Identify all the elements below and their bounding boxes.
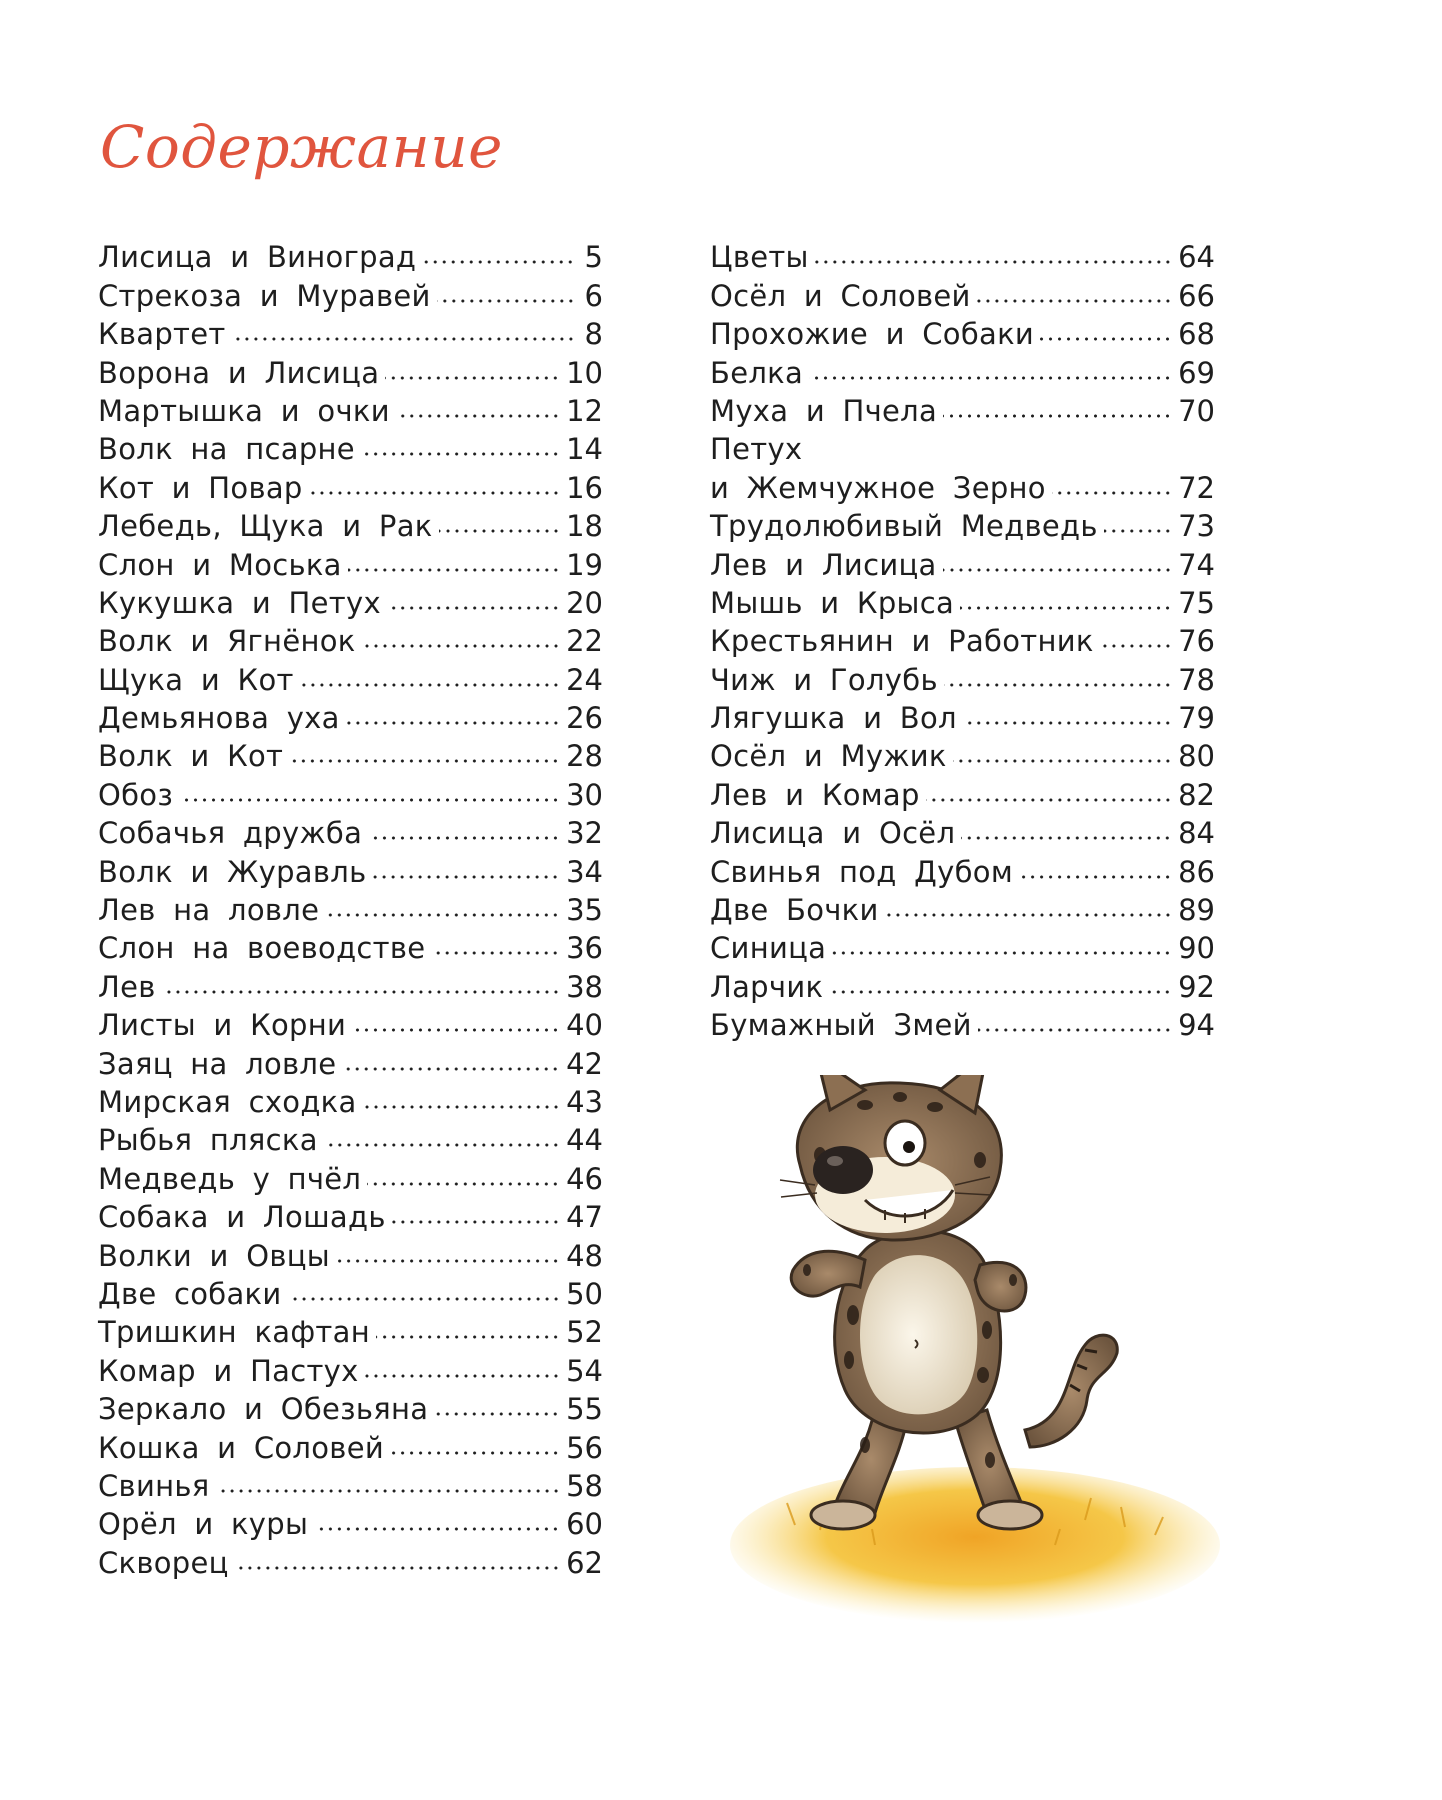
- toc-entry-title: Прохожие и Собаки: [710, 317, 1035, 352]
- toc-page-number: 28: [566, 739, 603, 774]
- toc-page-number: 42: [566, 1046, 603, 1081]
- toc-entry: [710, 699, 1215, 737]
- toc-page-number: 26: [566, 701, 603, 736]
- toc-entry: [98, 737, 603, 775]
- toc-entry: [98, 1121, 603, 1159]
- toc-dot-leader: [362, 641, 561, 651]
- toc-entry-title: Лягушка и Вол: [710, 701, 957, 736]
- toc-dot-leader: [336, 1256, 560, 1266]
- toc-entry: [710, 315, 1215, 353]
- toc-page-number: 43: [566, 1084, 603, 1119]
- grass-patch: [730, 1467, 1220, 1623]
- toc-entry: [98, 929, 603, 967]
- toc-page-number: 74: [1178, 547, 1215, 582]
- toc-entry: [98, 699, 603, 737]
- toc-entry: [98, 353, 603, 391]
- toc-entry-title: Лисица и Виноград: [98, 240, 417, 275]
- toc-entry-title: Тришкин кафтан: [98, 1315, 370, 1350]
- toc-column-left: [98, 238, 603, 1582]
- toc-entry: [710, 660, 1215, 698]
- toc-entry: [98, 891, 603, 929]
- toc-entry-title: Белка: [710, 355, 804, 390]
- toc-page-number: 24: [566, 662, 603, 697]
- toc-entry: [98, 468, 603, 506]
- toc-entry: [98, 852, 603, 890]
- toc-page-number: 86: [1178, 854, 1215, 889]
- toc-dot-leader: [235, 1563, 560, 1573]
- toc-dot-leader: [300, 680, 560, 690]
- toc-entry: [710, 238, 1215, 276]
- toc-entry-title: Зеркало и Обезьяна: [98, 1392, 429, 1427]
- toc-entry: [98, 1543, 603, 1581]
- toc-page-number: 34: [566, 854, 603, 889]
- toc-dot-leader: [352, 1025, 560, 1035]
- toc-page-number: 38: [566, 969, 603, 1004]
- toc-dot-leader: [367, 1179, 560, 1189]
- toc-page-number: 55: [566, 1392, 603, 1427]
- toc-entry: [98, 814, 603, 852]
- toc-page-number: 89: [1178, 893, 1215, 928]
- toc-entry: [710, 814, 1215, 852]
- toc-page-number: 46: [566, 1161, 603, 1196]
- toc-dot-leader: [829, 987, 1172, 997]
- toc-page-number: 80: [1178, 739, 1215, 774]
- toc-page-number: 62: [566, 1545, 603, 1580]
- toc-entry: [710, 929, 1215, 967]
- toc-dot-leader: [977, 296, 1172, 306]
- toc-dot-leader: [422, 257, 575, 267]
- toc-page-number: 32: [566, 816, 603, 851]
- toc-entry-title: Кошка и Соловей: [98, 1430, 384, 1465]
- toc-entry: [710, 545, 1215, 583]
- toc-dot-leader: [944, 680, 1172, 690]
- toc-page-number: 18: [566, 509, 603, 544]
- toc-entry: [98, 1351, 603, 1389]
- toc-entry-title: Свинья под Дубом: [710, 854, 1013, 889]
- toc-entry-title: Слон на воеводстве: [98, 931, 426, 966]
- cat-nose: [813, 1146, 873, 1194]
- toc-entry-title: Ворона и Лисица: [98, 355, 380, 390]
- toc-entry-title: Муха и Пчела: [710, 393, 938, 428]
- toc-entry: [710, 276, 1215, 314]
- toc-entry-title: Мартышка и очки: [98, 393, 390, 428]
- toc-entry-title: Цветы: [710, 240, 809, 275]
- toc-entry-title: Свинья: [98, 1468, 210, 1503]
- toc-entry-title: Орёл и куры: [98, 1507, 309, 1542]
- toc-dot-leader: [385, 373, 560, 383]
- toc-page-number: 19: [566, 547, 603, 582]
- toc-entry: [98, 1236, 603, 1274]
- toc-dot-leader: [288, 1294, 561, 1304]
- toc-page-number: 82: [1178, 777, 1215, 812]
- toc-page-number: 36: [566, 931, 603, 966]
- toc-page-number: 70: [1178, 393, 1215, 428]
- toc-page-number: 64: [1178, 240, 1215, 275]
- toc-entry: [710, 737, 1215, 775]
- toc-entry: [98, 1390, 603, 1428]
- toc-page-number: 54: [566, 1353, 603, 1388]
- toc-entry-title: Синица: [710, 931, 827, 966]
- toc-entry: [710, 584, 1215, 622]
- toc-entry-title: Трудолюбивый Медведь: [710, 509, 1098, 544]
- toc-page-number: 90: [1178, 931, 1215, 966]
- toc-dot-leader: [961, 833, 1172, 843]
- toc-dot-leader: [1019, 872, 1172, 882]
- toc-page-number: 12: [566, 393, 603, 428]
- toc-dot-leader: [162, 987, 560, 997]
- cartoon-cat-illustration: [725, 1075, 1225, 1635]
- toc-entry-title: Осёл и Мужик: [710, 739, 947, 774]
- toc-entry-title: Ларчик: [710, 969, 824, 1004]
- toc-entry-title: Волк и Кот: [98, 739, 284, 774]
- toc-entry: [710, 507, 1215, 545]
- toc-entry-row: [710, 468, 1215, 506]
- toc-entry: [98, 1505, 603, 1543]
- toc-entry-title: Обоз: [98, 777, 174, 812]
- toc-entry-title: Рыбья пляска: [98, 1123, 318, 1158]
- toc-entry-title: Скворец: [98, 1545, 229, 1580]
- toc-page-number: 47: [566, 1200, 603, 1235]
- toc-entry: [98, 276, 603, 314]
- toc-page-number: 76: [1178, 624, 1215, 659]
- toc-page-number: 69: [1178, 355, 1215, 390]
- toc-dot-leader: [943, 411, 1172, 421]
- toc-entry-title: Слон и Моська: [98, 547, 342, 582]
- toc-entry-title: Мирская сходка: [98, 1084, 357, 1119]
- toc-entry: [710, 775, 1215, 813]
- toc-entry: [710, 967, 1215, 1005]
- toc-entry: [98, 392, 603, 430]
- toc-entry: [98, 967, 603, 1005]
- toc-entry-title: Медведь у пчёл: [98, 1161, 362, 1196]
- toc-dot-leader: [885, 910, 1172, 920]
- toc-entry: [98, 775, 603, 813]
- left-foot: [811, 1501, 875, 1529]
- toc-dot-leader: [216, 1486, 561, 1496]
- toc-dot-leader: [1100, 641, 1172, 651]
- toc-dot-leader: [372, 872, 560, 882]
- toc-entry: [710, 392, 1215, 430]
- toc-entry-title: Волк и Ягнёнок: [98, 624, 356, 659]
- toc-dot-leader: [437, 296, 575, 306]
- toc-page-number: 6: [584, 278, 603, 313]
- toc-entry-title: Волк на псарне: [98, 432, 355, 467]
- toc-entry: [98, 1083, 603, 1121]
- toc-dot-leader: [232, 334, 575, 344]
- toc-page-number: 60: [566, 1507, 603, 1542]
- toc-entry-title: Собака и Лошадь: [98, 1200, 386, 1235]
- toc-dot-leader: [376, 1332, 560, 1342]
- page-title: Содержание: [100, 113, 503, 181]
- toc-page-number: 10: [566, 355, 603, 390]
- toc-dot-leader: [396, 411, 560, 421]
- toc-entry-title: Волки и Овцы: [98, 1238, 330, 1273]
- toc-dot-leader: [943, 565, 1173, 575]
- cat-belly: [860, 1255, 977, 1414]
- toc-page-number: 78: [1178, 662, 1215, 697]
- toc-dot-leader: [1040, 334, 1172, 344]
- toc-page-number: 50: [566, 1276, 603, 1311]
- toc-page-number: 14: [566, 432, 603, 467]
- toc-page-number: 66: [1178, 278, 1215, 313]
- toc-page-number: 35: [566, 893, 603, 928]
- toc-entry: [98, 660, 603, 698]
- toc-page-number: 68: [1178, 317, 1215, 352]
- toc-dot-leader: [325, 910, 560, 920]
- toc-page-number: 20: [566, 585, 603, 620]
- toc-entry: [98, 238, 603, 276]
- toc-dot-leader: [368, 833, 560, 843]
- toc-page-number: 58: [566, 1468, 603, 1503]
- toc-dot-leader: [978, 1025, 1172, 1035]
- toc-dot-leader: [434, 1409, 560, 1419]
- toc-dot-leader: [179, 795, 560, 805]
- toc-dot-leader: [963, 718, 1172, 728]
- toc-entry-title: Демьянова уха: [98, 701, 340, 736]
- toc-dot-leader: [1052, 488, 1172, 498]
- toc-dot-leader: [365, 1371, 560, 1381]
- toc-dot-leader: [289, 756, 560, 766]
- toc-dot-leader: [1104, 526, 1172, 536]
- toc-entry: [98, 315, 603, 353]
- toc-entry-title: Крестьянин и Работник: [710, 624, 1094, 659]
- toc-dot-leader: [309, 488, 560, 498]
- toc-entry-title: Кот и Повар: [98, 470, 303, 505]
- toc-page-number: 73: [1178, 509, 1215, 544]
- toc-page-number: 22: [566, 624, 603, 659]
- toc-entry: [710, 852, 1215, 890]
- toc-entry-title: Две собаки: [98, 1276, 282, 1311]
- toc-entry-title: Листы и Корни: [98, 1008, 347, 1043]
- toc-entry: [710, 353, 1215, 391]
- toc-entry-title: Лев и Лисица: [710, 547, 937, 582]
- toc-page-number: 84: [1178, 816, 1215, 851]
- toc-entry-title: Заяц на ловле: [98, 1046, 337, 1081]
- toc-entry-title: Осёл и Соловей: [710, 278, 971, 313]
- toc-dot-leader: [926, 795, 1172, 805]
- toc-entry-title: Собачья дружба: [98, 816, 363, 851]
- toc-entry: [710, 622, 1215, 660]
- toc-entry: [710, 891, 1215, 929]
- toc-dot-leader: [815, 257, 1172, 267]
- toc-entry-title: Лев на ловле: [98, 893, 320, 928]
- toc-entry-title: Лисица и Осёл: [710, 816, 956, 851]
- toc-dot-leader: [439, 526, 561, 536]
- toc-dot-leader: [960, 603, 1172, 613]
- toc-entry-title: Волк и Журавль: [98, 854, 367, 889]
- toc-dot-leader: [390, 1448, 560, 1458]
- toc-page-number: 30: [566, 777, 603, 812]
- toc-entry-title-line1: Петух: [710, 431, 803, 466]
- toc-entry-title-line2: и Жемчужное Зерно: [710, 470, 1046, 505]
- toc-page-number: 52: [566, 1315, 603, 1350]
- toc-entry: [710, 430, 1215, 507]
- toc-entry-title: Лев: [98, 969, 156, 1004]
- toc-entry-title: Две Бочки: [710, 893, 879, 928]
- toc-dot-leader: [363, 1102, 561, 1112]
- toc-dot-leader: [431, 948, 560, 958]
- toc-entry: [710, 1006, 1215, 1044]
- toc-dot-leader: [809, 373, 1172, 383]
- toc-entry: [98, 1044, 603, 1082]
- toc-entry-title: Бумажный Змей: [710, 1008, 972, 1043]
- toc-entry: [98, 1313, 603, 1351]
- toc-dot-leader: [346, 718, 560, 728]
- toc-page-number: 5: [584, 240, 603, 275]
- toc-entry-title: Стрекоза и Муравей: [98, 278, 431, 313]
- toc-entry: [98, 1006, 603, 1044]
- toc-page-number: 48: [566, 1238, 603, 1273]
- tail: [1025, 1335, 1117, 1447]
- toc-entry: [98, 622, 603, 660]
- toc-dot-leader: [387, 603, 560, 613]
- toc-dot-leader: [832, 948, 1172, 958]
- toc-page-number: 94: [1178, 1008, 1215, 1043]
- toc-dot-leader: [953, 756, 1172, 766]
- toc-page-number: 79: [1178, 701, 1215, 736]
- toc-page-number: 16: [566, 470, 603, 505]
- toc-entry-title: Квартет: [98, 317, 226, 352]
- toc-dot-leader: [324, 1140, 560, 1150]
- toc-page-number: 72: [1178, 470, 1215, 505]
- toc-entry-title: Чиж и Голубь: [710, 662, 938, 697]
- toc-entry: [98, 430, 603, 468]
- toc-entry-title: Комар и Пастух: [98, 1353, 359, 1388]
- toc-dot-leader: [348, 565, 560, 575]
- toc-entry: [98, 545, 603, 583]
- toc-entry: [98, 1275, 603, 1313]
- toc-dot-leader: [342, 1064, 560, 1074]
- toc-entry: [98, 584, 603, 622]
- right-foot: [978, 1501, 1042, 1529]
- toc-page-number: 75: [1178, 585, 1215, 620]
- toc-entry: [98, 507, 603, 545]
- toc-entry: [98, 1467, 603, 1505]
- toc-entry-title: Лебедь, Щука и Рак: [98, 509, 433, 544]
- toc-entry: [98, 1198, 603, 1236]
- toc-entry-title: Щука и Кот: [98, 662, 294, 697]
- toc-dot-leader: [314, 1524, 560, 1534]
- toc-entry: [98, 1159, 603, 1197]
- toc-column-right: [710, 238, 1215, 1044]
- toc-page-number: 40: [566, 1008, 603, 1043]
- toc-dot-leader: [392, 1217, 560, 1227]
- toc-page-number: 92: [1178, 969, 1215, 1004]
- toc-page-number: 8: [584, 317, 603, 352]
- toc-page-number: 44: [566, 1123, 603, 1158]
- toc-entry-title: Кукушка и Петух: [98, 585, 381, 620]
- toc-page-number: 56: [566, 1430, 603, 1465]
- toc-entry: [98, 1428, 603, 1466]
- toc-dot-leader: [361, 449, 560, 459]
- toc-entry-title: Мышь и Крыса: [710, 585, 955, 620]
- toc-entry-title: Лев и Комар: [710, 777, 920, 812]
